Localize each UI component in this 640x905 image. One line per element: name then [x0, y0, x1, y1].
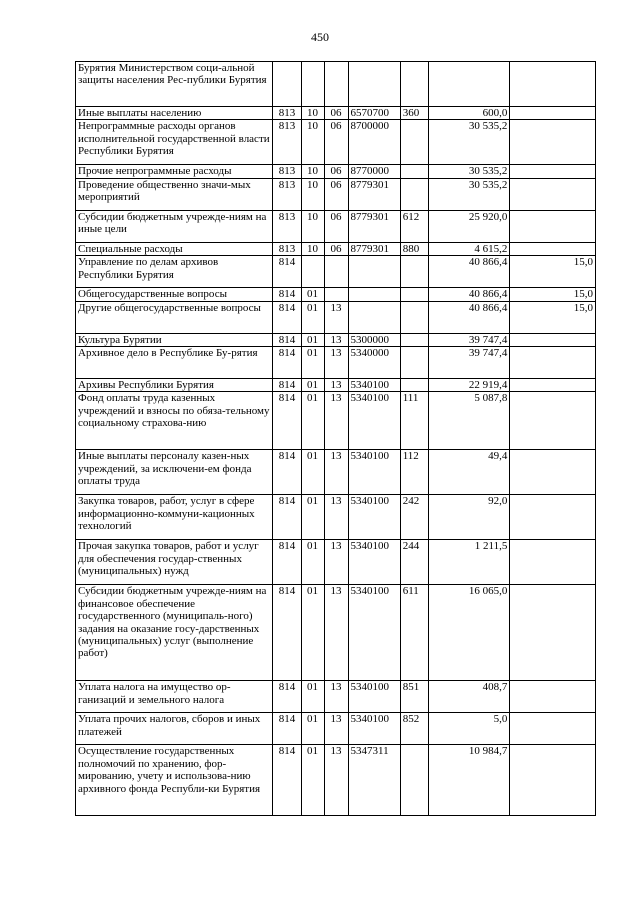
target-article-cell	[348, 256, 400, 288]
expense-type-cell	[400, 333, 428, 346]
target-article-cell: 5300000	[348, 333, 400, 346]
section-code-cell: 01	[301, 745, 324, 816]
department-code-cell: 814	[273, 379, 301, 392]
section-code-cell: 01	[301, 540, 324, 585]
expense-name-cell: Прочая закупка товаров, работ и услуг для обеспечения государ-ственных (муниципальных) нужд	[76, 540, 273, 585]
section-code-cell	[301, 62, 324, 107]
department-code-cell: 813	[273, 178, 301, 210]
expense-type-cell: 612	[400, 210, 428, 242]
amount-cell: 30 535,2	[428, 165, 509, 178]
target-article-cell: 5347311	[348, 745, 400, 816]
subsection-code-cell: 13	[324, 333, 348, 346]
percent-cell	[510, 120, 596, 165]
expense-name-cell: Закупка товаров, работ, услуг в сфере информационно-коммуни-кационных технологий	[76, 495, 273, 540]
subsection-code-cell: 13	[324, 745, 348, 816]
expense-type-cell: 611	[400, 585, 428, 681]
amount-cell: 92,0	[428, 495, 509, 540]
table-row	[76, 120, 596, 165]
section-code-cell: 01	[301, 333, 324, 346]
expense-name-cell: Фонд оплаты труда казенных учреждений и взносы по обяза-тельному социальному страхова-нию	[76, 392, 273, 450]
expense-name-cell: Общегосударственные вопросы	[76, 288, 273, 301]
expense-name-cell: Специальные расходы	[76, 242, 273, 255]
percent-cell	[510, 107, 596, 120]
percent-cell	[510, 392, 596, 450]
table-row	[76, 347, 596, 379]
department-code-cell: 814	[273, 392, 301, 450]
subsection-code-cell: 13	[324, 392, 348, 450]
percent-cell	[510, 62, 596, 107]
table-row	[76, 585, 596, 681]
section-code-cell: 01	[301, 585, 324, 681]
section-code-cell: 10	[301, 178, 324, 210]
percent-cell	[510, 450, 596, 495]
expense-name-cell: Уплата прочих налогов, сборов и иных платежей	[76, 713, 273, 745]
expense-type-cell: 242	[400, 495, 428, 540]
subsection-code-cell: 13	[324, 379, 348, 392]
amount-cell: 25 920,0	[428, 210, 509, 242]
table-row	[76, 540, 596, 585]
amount-cell: 39 747,4	[428, 347, 509, 379]
section-code-cell: 10	[301, 107, 324, 120]
percent-cell	[510, 585, 596, 681]
table-row	[76, 495, 596, 540]
target-article-cell: 5340100	[348, 540, 400, 585]
table-row	[76, 745, 596, 816]
expense-type-cell: 111	[400, 392, 428, 450]
percent-cell	[510, 210, 596, 242]
expense-type-cell	[400, 301, 428, 333]
expense-type-cell: 852	[400, 713, 428, 745]
table-row	[76, 178, 596, 210]
section-code-cell: 01	[301, 713, 324, 745]
target-article-cell: 5340100	[348, 392, 400, 450]
amount-cell: 22 919,4	[428, 379, 509, 392]
department-code-cell: 814	[273, 256, 301, 288]
amount-cell: 16 065,0	[428, 585, 509, 681]
amount-cell: 40 866,4	[428, 301, 509, 333]
amount-cell: 30 535,2	[428, 178, 509, 210]
department-code-cell: 814	[273, 288, 301, 301]
expense-name-cell: Субсидии бюджетным учрежде-ниям на финансовое обеспечение государственного (муниципаль-ного) задания на оказание госу-дарственных (муниципальных) услуг (выполнение работ)	[76, 585, 273, 681]
expense-name-cell: Проведение общественно значи-мых мероприятий	[76, 178, 273, 210]
table-row	[76, 450, 596, 495]
section-code-cell	[301, 256, 324, 288]
expense-type-cell	[400, 256, 428, 288]
expense-type-cell: 360	[400, 107, 428, 120]
percent-cell	[510, 165, 596, 178]
subsection-code-cell: 13	[324, 450, 348, 495]
expense-type-cell: 112	[400, 450, 428, 495]
department-code-cell: 814	[273, 745, 301, 816]
amount-cell: 600,0	[428, 107, 509, 120]
amount-cell: 40 866,4	[428, 256, 509, 288]
subsection-code-cell	[324, 256, 348, 288]
section-code-cell: 01	[301, 379, 324, 392]
percent-cell	[510, 379, 596, 392]
percent-cell	[510, 495, 596, 540]
department-code-cell: 814	[273, 333, 301, 346]
department-code-cell: 814	[273, 713, 301, 745]
target-article-cell: 8779301	[348, 242, 400, 255]
subsection-code-cell: 13	[324, 495, 348, 540]
section-code-cell: 01	[301, 495, 324, 540]
budget-table	[75, 61, 596, 816]
subsection-code-cell: 13	[324, 301, 348, 333]
department-code-cell: 814	[273, 540, 301, 585]
percent-cell	[510, 745, 596, 816]
percent-cell	[510, 178, 596, 210]
amount-cell: 30 535,2	[428, 120, 509, 165]
department-code-cell: 814	[273, 681, 301, 713]
section-code-cell: 10	[301, 120, 324, 165]
expense-type-cell	[400, 745, 428, 816]
expense-name-cell: Другие общегосударственные вопросы	[76, 301, 273, 333]
expense-type-cell: 244	[400, 540, 428, 585]
subsection-code-cell: 13	[324, 585, 348, 681]
expense-type-cell: 880	[400, 242, 428, 255]
subsection-code-cell: 06	[324, 165, 348, 178]
department-code-cell: 813	[273, 165, 301, 178]
target-article-cell: 5340100	[348, 713, 400, 745]
expense-name-cell: Иные выплаты населению	[76, 107, 273, 120]
expense-type-cell	[400, 62, 428, 107]
section-code-cell: 01	[301, 301, 324, 333]
department-code-cell: 814	[273, 450, 301, 495]
amount-cell: 39 747,4	[428, 333, 509, 346]
department-code-cell: 813	[273, 210, 301, 242]
target-article-cell: 6570700	[348, 107, 400, 120]
amount-cell: 1 211,5	[428, 540, 509, 585]
percent-cell	[510, 540, 596, 585]
department-code-cell: 814	[273, 495, 301, 540]
expense-name-cell: Уплата налога на имущество ор-ганизаций и земельного налога	[76, 681, 273, 713]
percent-cell	[510, 681, 596, 713]
target-article-cell: 8779301	[348, 210, 400, 242]
target-article-cell: 5340100	[348, 681, 400, 713]
expense-name-cell: Осуществление государственных полномочий по хранению, фор-мированию, учету и использова-нию архивного фонда Республи-ки Бурятия	[76, 745, 273, 816]
target-article-cell: 8779301	[348, 178, 400, 210]
amount-cell: 49,4	[428, 450, 509, 495]
expense-type-cell: 851	[400, 681, 428, 713]
percent-cell: 15,0	[510, 256, 596, 288]
expense-name-cell: Управление по делам архивов Республики Бурятия	[76, 256, 273, 288]
expense-type-cell	[400, 347, 428, 379]
expense-type-cell	[400, 178, 428, 210]
section-code-cell: 01	[301, 681, 324, 713]
target-article-cell: 8770000	[348, 165, 400, 178]
expense-name-cell: Прочие непрограммные расходы	[76, 165, 273, 178]
expense-name-cell: Архивное дело в Республике Бу-рятия	[76, 347, 273, 379]
expense-name-cell: Культура Бурятии	[76, 333, 273, 346]
section-code-cell: 10	[301, 242, 324, 255]
subsection-code-cell: 06	[324, 242, 348, 255]
section-code-cell: 01	[301, 392, 324, 450]
table-row	[76, 107, 596, 120]
amount-cell: 408,7	[428, 681, 509, 713]
department-code-cell: 813	[273, 107, 301, 120]
section-code-cell: 01	[301, 288, 324, 301]
percent-cell	[510, 347, 596, 379]
table-row	[76, 379, 596, 392]
subsection-code-cell	[324, 62, 348, 107]
subsection-code-cell: 06	[324, 178, 348, 210]
section-code-cell: 01	[301, 450, 324, 495]
percent-cell: 15,0	[510, 301, 596, 333]
target-article-cell: 5340100	[348, 450, 400, 495]
target-article-cell: 5340100	[348, 495, 400, 540]
expense-name-cell: Архивы Республики Бурятия	[76, 379, 273, 392]
percent-cell	[510, 333, 596, 346]
subsection-code-cell: 06	[324, 120, 348, 165]
department-code-cell: 814	[273, 301, 301, 333]
table-row	[76, 301, 596, 333]
target-article-cell: 8700000	[348, 120, 400, 165]
expense-name-cell: Бурятия Министерством соци-альной защиты населения Рес-публики Бурятия	[76, 62, 273, 107]
table-row	[76, 62, 596, 107]
percent-cell	[510, 242, 596, 255]
table-row	[76, 242, 596, 255]
table-row	[76, 333, 596, 346]
percent-cell	[510, 713, 596, 745]
expense-type-cell	[400, 288, 428, 301]
target-article-cell: 5340000	[348, 347, 400, 379]
target-article-cell: 5340100	[348, 379, 400, 392]
amount-cell: 40 866,4	[428, 288, 509, 301]
target-article-cell	[348, 301, 400, 333]
subsection-code-cell: 06	[324, 107, 348, 120]
target-article-cell	[348, 288, 400, 301]
target-article-cell: 5340100	[348, 585, 400, 681]
table-row	[76, 256, 596, 288]
amount-cell: 4 615,2	[428, 242, 509, 255]
expense-name-cell: Непрограммные расходы органов исполнительной государственной власти Республики Бурятия	[76, 120, 273, 165]
section-code-cell: 10	[301, 210, 324, 242]
table-row	[76, 681, 596, 713]
table-row	[76, 210, 596, 242]
amount-cell: 5 087,8	[428, 392, 509, 450]
target-article-cell	[348, 62, 400, 107]
subsection-code-cell: 13	[324, 681, 348, 713]
expense-name-cell: Субсидии бюджетным учрежде-ниям на иные цели	[76, 210, 273, 242]
department-code-cell: 813	[273, 242, 301, 255]
amount-cell	[428, 62, 509, 107]
table-row	[76, 165, 596, 178]
subsection-code-cell: 13	[324, 540, 348, 585]
department-code-cell: 814	[273, 347, 301, 379]
department-code-cell	[273, 62, 301, 107]
subsection-code-cell: 06	[324, 210, 348, 242]
table-row	[76, 392, 596, 450]
table-row	[76, 713, 596, 745]
amount-cell: 5,0	[428, 713, 509, 745]
expense-type-cell	[400, 379, 428, 392]
subsection-code-cell: 13	[324, 347, 348, 379]
amount-cell: 10 984,7	[428, 745, 509, 816]
budget-table-body	[76, 62, 596, 816]
department-code-cell: 814	[273, 585, 301, 681]
page-number: 450	[311, 30, 329, 44]
department-code-cell: 813	[273, 120, 301, 165]
section-code-cell: 01	[301, 347, 324, 379]
subsection-code-cell: 13	[324, 713, 348, 745]
expense-type-cell	[400, 165, 428, 178]
percent-cell: 15,0	[510, 288, 596, 301]
section-code-cell: 10	[301, 165, 324, 178]
expense-type-cell	[400, 120, 428, 165]
expense-name-cell: Иные выплаты персоналу казен-ных учреждений, за исключени-ем фонда оплаты труда	[76, 450, 273, 495]
subsection-code-cell	[324, 288, 348, 301]
table-row	[76, 288, 596, 301]
